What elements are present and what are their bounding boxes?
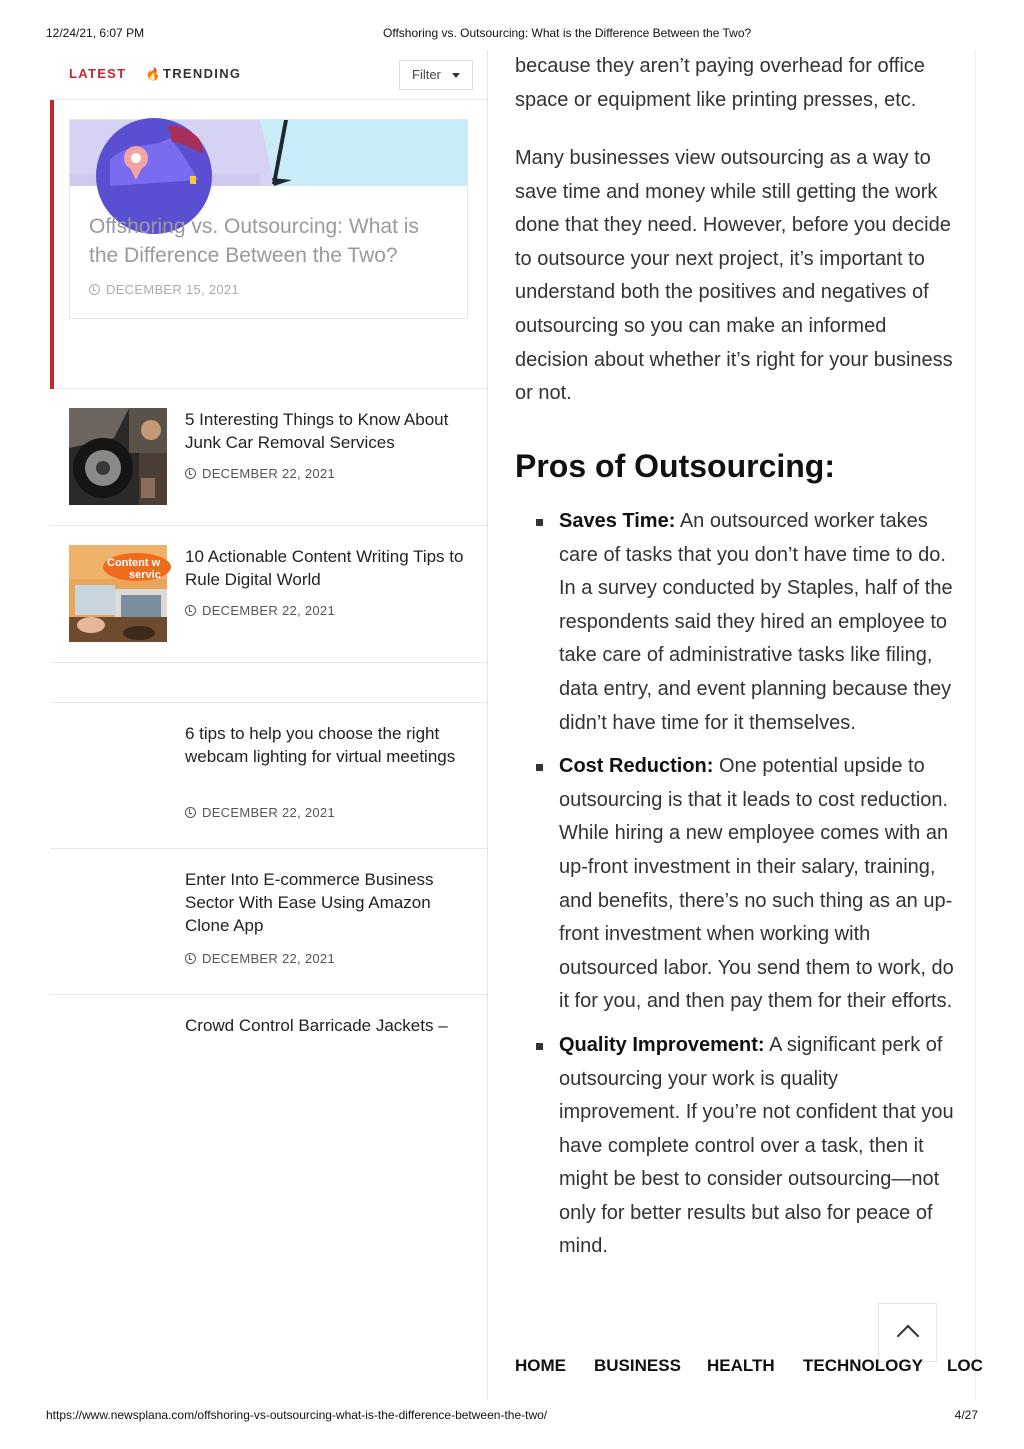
featured-card[interactable] [69, 119, 468, 319]
pro-text: An outsourced worker takes care of tasks that you don’t have time to do. In a survey conducted by Staples, half of the respondents said they hired an employee to take care of administrative tasks like filing, data entry, and event planning because they didn’t have time for it themselves. [559, 510, 953, 734]
clock-icon [89, 284, 100, 295]
post-title[interactable]: 5 Interesting Things to Know About Junk Car Removal Services [185, 410, 449, 452]
list-item [515, 750, 955, 1019]
list-item[interactable] [50, 703, 487, 849]
bottom-nav [515, 1356, 983, 1378]
post-title[interactable]: 10 Actionable Content Writing Tips to Rule Digital World [185, 547, 464, 589]
thumb-text-line2: servic [129, 569, 161, 581]
caret-down-icon [452, 73, 460, 78]
pro-label: Saves Time: [559, 510, 676, 532]
pros-list [515, 505, 955, 1264]
sidebar-tabs [50, 50, 487, 100]
column-divider [487, 50, 488, 1400]
pro-label: Quality Improvement: [559, 1033, 765, 1056]
featured-date-text: DECEMBER 15, 2021 [106, 282, 239, 297]
post-date-text: DECEMBER 22, 2021 [202, 603, 335, 618]
post-title[interactable]: Enter Into E-commerce Business Sector With Ease Using Amazon Clone App [185, 870, 434, 935]
featured-thumbnail[interactable] [70, 120, 467, 186]
post-date [185, 603, 335, 618]
section-heading: Pros of Outsourcing: [515, 448, 835, 484]
print-url: https://www.newsplana.com/offshoring-vs-outsourcing-what-is-the-difference-between-the-two/ [46, 1408, 548, 1422]
post-date-text: DECEMBER 22, 2021 [202, 951, 335, 966]
print-header [46, 26, 978, 42]
nav-item-loc[interactable]: LOC [947, 1356, 983, 1375]
list-item[interactable] [50, 389, 487, 526]
list-spacer [50, 663, 487, 703]
post-thumbnail[interactable] [69, 545, 167, 642]
list-item [515, 1029, 955, 1264]
post-date-text: DECEMBER 22, 2021 [202, 805, 335, 820]
post-thumbnail[interactable] [69, 408, 167, 505]
thumb-text-line1: Content w [107, 557, 161, 569]
latest-posts-sidebar [50, 50, 487, 1400]
article-paragraph: because they aren’t paying overhead for office space or equipment like printing presses, etc. [515, 55, 925, 111]
tab-trending-label: TRENDING [163, 66, 242, 81]
nav-item-health[interactable]: HEALTH [707, 1356, 775, 1375]
post-date [185, 805, 335, 820]
print-footer [46, 1408, 978, 1424]
article-paragraph: Many businesses view outsourcing as a way to save time and money while still getting the work done that they need. However, before you decide to outsource your next project, it’s important to understand both the positives and negatives of outsourcing so you can make an informed decision about whether it’s right for your business or not. [515, 147, 953, 405]
tab-latest[interactable]: LATEST [69, 66, 127, 81]
list-item[interactable] [50, 849, 487, 995]
pro-text: A significant perk of outsourcing your work is quality improvement. If you’re not confident that you have complete control over a task, then it might be best to consider outsourcing—not only for better results but also for peace of mind. [559, 1033, 954, 1258]
tab-trending[interactable] [144, 65, 242, 84]
nav-item-technology[interactable]: TECHNOLOGY [803, 1356, 923, 1375]
print-datetime: 12/24/21, 6:07 PM [46, 26, 145, 40]
pro-label: Cost Reduction: [559, 755, 714, 778]
featured-title[interactable]: Offshoring vs. Outsourcing: What is the Difference Between the Two? [89, 215, 419, 267]
featured-post[interactable] [50, 100, 487, 389]
print-page-number: 4/27 [954, 1408, 978, 1422]
filter-label: Filter [412, 67, 441, 82]
nav-item-home[interactable]: HOME [515, 1356, 566, 1375]
clock-icon [185, 953, 196, 964]
column-edge [975, 50, 976, 1400]
active-accent-bar [50, 100, 54, 389]
list-item[interactable] [50, 995, 487, 1055]
clock-icon [185, 468, 196, 479]
list-item [515, 505, 955, 740]
filter-button[interactable] [399, 60, 473, 90]
print-doc-title: Offshoring vs. Outsourcing: What is the Difference Between the Two? [383, 26, 752, 40]
list-item[interactable] [50, 526, 487, 663]
chevron-up-icon [897, 1325, 920, 1348]
featured-date [89, 282, 239, 297]
post-date [185, 466, 335, 481]
clock-icon [185, 605, 196, 616]
scroll-to-top-button[interactable] [878, 1303, 937, 1362]
fire-icon: 🔥 [144, 65, 164, 84]
post-date [185, 951, 335, 966]
post-date-text: DECEMBER 22, 2021 [202, 466, 335, 481]
post-title[interactable]: Crowd Control Barricade Jackets – [185, 1016, 448, 1035]
pro-text: One potential upside to outsourcing is that it leads to cost reduction. While hiring a new employee comes with an up-front investment in their salary, training, and benefits, there’s no such thing as an up-front investment when working with outsourced labor. You send them to work, do it for you, and then pay them for their efforts. [559, 755, 954, 1013]
post-title[interactable]: 6 tips to help you choose the right webcam lighting for virtual meetings [185, 724, 456, 766]
clock-icon [185, 807, 196, 818]
nav-item-business[interactable]: BUSINESS [594, 1356, 681, 1375]
